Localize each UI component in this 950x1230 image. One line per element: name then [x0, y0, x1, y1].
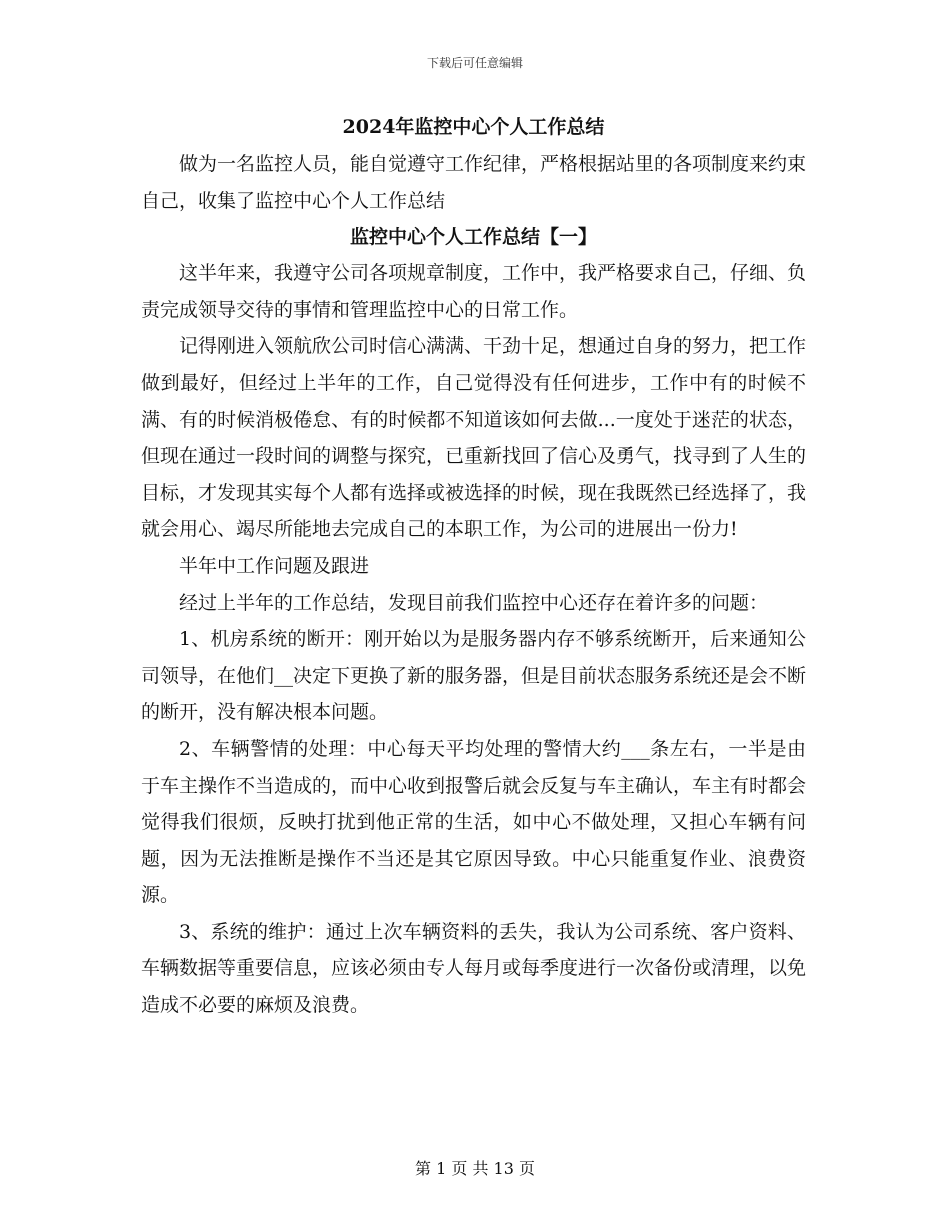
body-paragraph: 这半年来，我遵守公司各项规章制度，工作中，我严格要求自己，仔细、负责完成领导交待的事情和管理监控中心的日常工作。: [141, 262, 807, 321]
page-footer: 第 1 页 共 13 页: [415, 1159, 535, 1178]
list-item-paragraph: 2、车辆警情的处理：中心每天平均处理的警情大约___条左右，一半是由于车主操作不当造成的，而中心收到报警后就会反复与车主确认，车主有时都会觉得我们很烦，反映打扰到他正常的生活，如中心不做处理，又担心车辆有问题，因为无法推断是操作不当还是其它原因导致。中心只能重复作业、浪费资源。: [141, 737, 807, 907]
list-item-paragraph: 3、系统的维护：通过上次车辆资料的丢失，我认为公司系统、客户资料、车辆数据等重要信息，应该必须由专人每月或每季度进行一次备份或清理，以免造成不必要的麻烦及浪费。: [141, 920, 807, 1017]
document-title: 2024年监控中心个人工作总结: [342, 116, 605, 138]
header-note: 下载后可任意编辑: [426, 56, 523, 70]
body-paragraph: 经过上半年的工作总结，发现目前我们监控中心还存在着许多的问题：: [179, 591, 769, 614]
section-title: 监控中心个人工作总结【一】: [349, 226, 597, 249]
body-paragraph: 记得刚进入领航欣公司时信心满满、干劲十足，想通过自身的努力，把工作做到最好，但经过上半年的工作，自己觉得没有任何进步，工作中有的时候不满、有的时候消极倦怠、有的时候都不知道该如何去做...一度处于迷茫的状态，但现在通过一段时间的调整与探究，已重新找回了信心及勇气，找寻到了人生的目标，才发现其实每个人都有选择或被选择的时候，现在我既然已经选择了，我就会用心、竭尽所能地去完成自己的本职工作，为公司的进展出一份力!: [141, 335, 807, 541]
subheading-paragraph: 半年中工作问题及跟进: [179, 554, 370, 577]
intro-paragraph: 做为一名监控人员，能自觉遵守工作纪律，严格根据站里的各项制度来约束自己，收集了监控中心个人工作总结: [141, 153, 807, 212]
document-body: [141, 112, 806, 1024]
list-item-paragraph: 1、机房系统的断开：刚开始以为是服务器内存不够系统断开，后来通知公司领导，在他们__决定下更换了新的服务器，但是目前状态服务系统还是会不断的断开，没有解决根本问题。: [141, 628, 807, 724]
